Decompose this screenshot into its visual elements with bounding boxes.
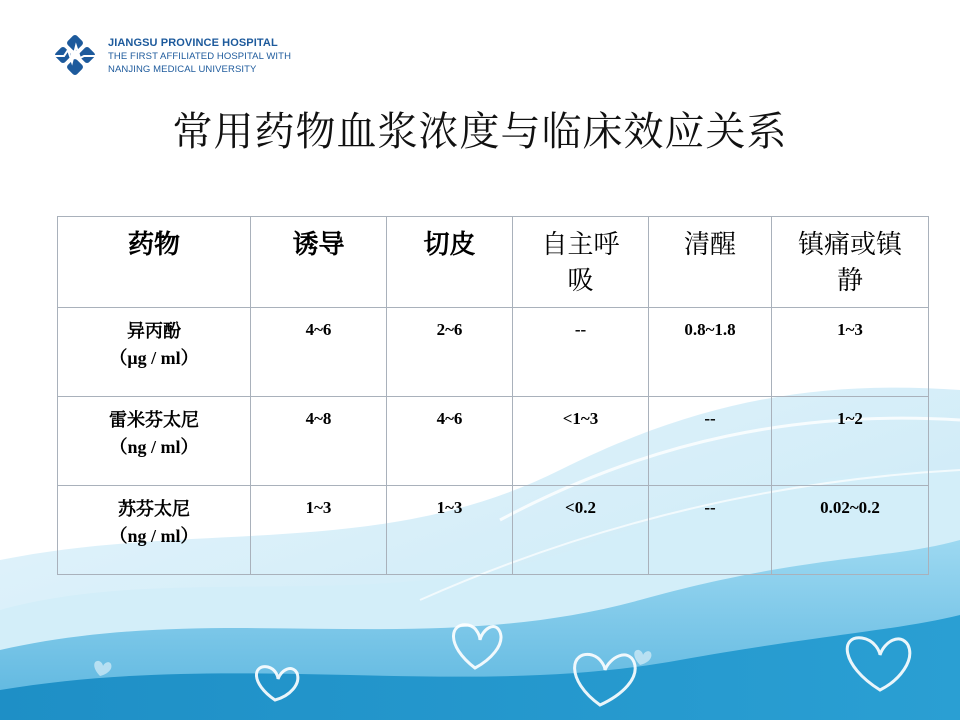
drug-concentration-table [57, 216, 929, 575]
value-cell: 4~6 [387, 397, 513, 486]
value-cell: 1~2 [772, 397, 929, 486]
value-cell: 1~3 [772, 308, 929, 397]
logo-line-2: THE FIRST AFFILIATED HOSPITAL WITH [108, 51, 292, 62]
hospital-logo-icon [48, 28, 102, 82]
value-cell: 4~8 [251, 397, 387, 486]
value-cell: <0.2 [513, 486, 649, 575]
drug-name: 异丙酚 [127, 321, 181, 342]
header-awake: 清醒 [649, 217, 772, 308]
table-row [58, 308, 929, 397]
hospital-logo-text [108, 37, 291, 76]
value-cell: <1~3 [513, 397, 649, 486]
table-row [58, 486, 929, 575]
drug-name: 苏芬太尼 [118, 499, 190, 520]
drug-name: 雷米芬太尼 [109, 410, 199, 431]
logo-line-3: NANJING MEDICAL UNIVERSITY [108, 64, 257, 75]
header-drug: 药物 [58, 217, 251, 308]
slide-title: 常用药物血浆浓度与临床效应关系 [172, 109, 788, 155]
value-cell: 4~6 [251, 308, 387, 397]
value-cell: 1~3 [251, 486, 387, 575]
hospital-logo [48, 28, 292, 84]
logo-line-1: JIANGSU PROVINCE HOSPITAL [108, 37, 278, 49]
value-cell: -- [649, 486, 772, 575]
table-header-row [58, 217, 929, 308]
value-cell: 0.8~1.8 [649, 308, 772, 397]
header-analgesia-sedation [772, 217, 929, 308]
header-incision: 切皮 [387, 217, 513, 308]
header-spontaneous-breathing-text: 自主呼吸 [541, 230, 620, 296]
drug-unit: （ng / ml） [109, 437, 199, 457]
value-cell: -- [649, 397, 772, 486]
header-analgesia-sedation-text: 镇痛或镇静 [797, 230, 902, 296]
value-cell: 0.02~0.2 [772, 486, 929, 575]
drug-unit: （ng / ml） [109, 526, 199, 546]
header-spontaneous-breathing [513, 217, 649, 308]
drug-unit: （μg / ml） [109, 348, 199, 368]
table-row [58, 397, 929, 486]
drug-cell [58, 308, 251, 397]
value-cell: 2~6 [387, 308, 513, 397]
value-cell: 1~3 [387, 486, 513, 575]
value-cell: -- [513, 308, 649, 397]
drug-cell [58, 486, 251, 575]
header-induction: 诱导 [251, 217, 387, 308]
drug-cell [58, 397, 251, 486]
